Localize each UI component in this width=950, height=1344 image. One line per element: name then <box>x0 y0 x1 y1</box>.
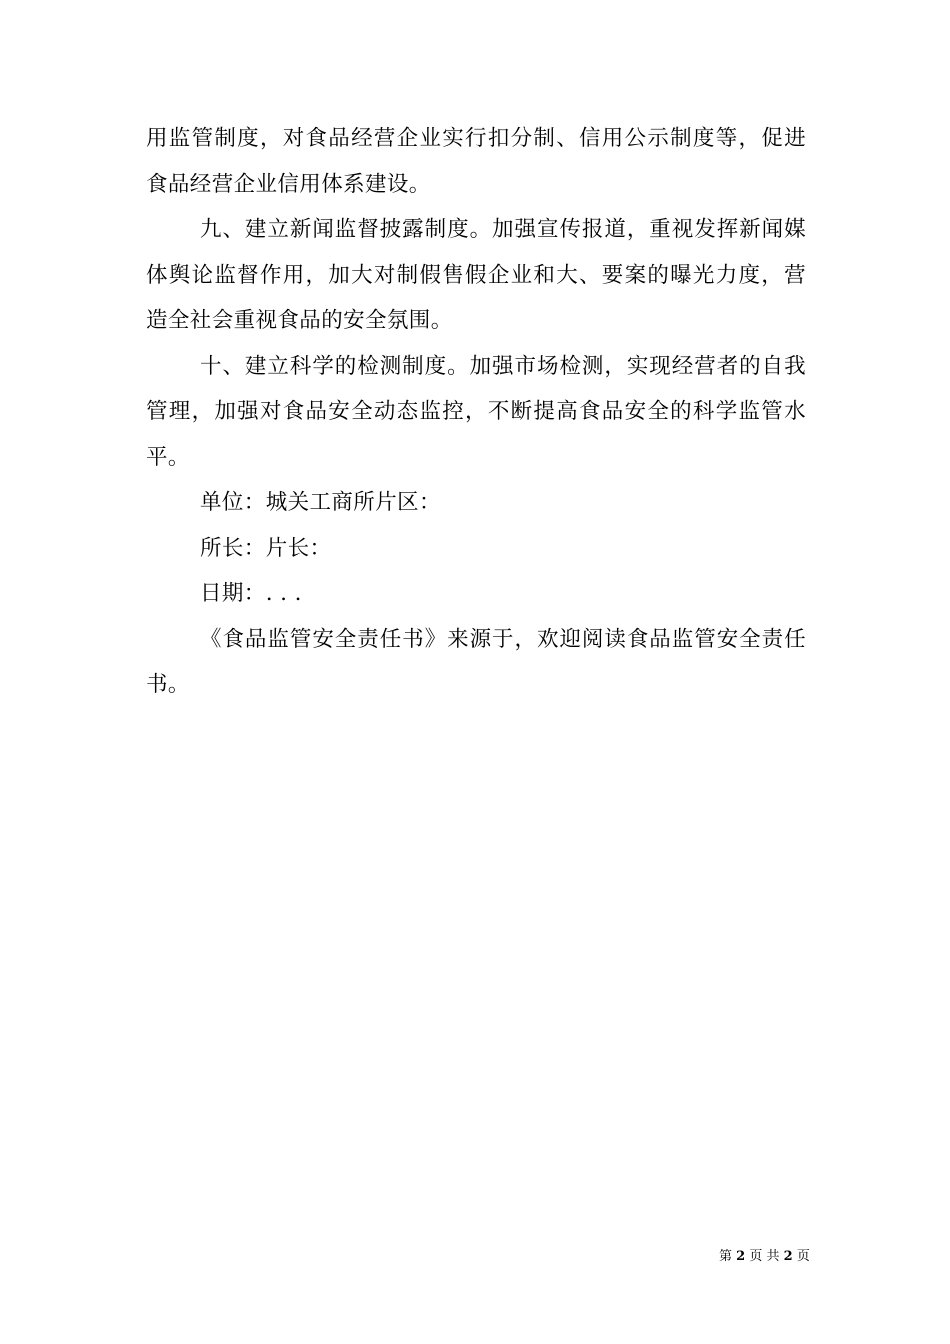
paragraph-line: 平。 <box>146 444 190 470</box>
paragraph-line: 造全社会重视食品的安全氛围。 <box>146 308 453 333</box>
footer-suffix: 页 <box>796 1249 810 1264</box>
document-body <box>146 116 806 708</box>
paragraph-line: 管理，加强对食品安全动态监控，不断提高食品安全的科学监管水 <box>146 399 806 424</box>
paragraph-line: 书。 <box>146 672 190 697</box>
signature-unit-line: 单位：城关工商所片区： <box>200 490 441 515</box>
footer-middle: 页 共 <box>749 1249 780 1264</box>
total-pages-number: 2 <box>783 1249 793 1264</box>
page-number-footer <box>719 1249 810 1265</box>
paragraph-line: 用监管制度，对食品经营企业实行扣分制、信用公示制度等，促进 <box>146 126 806 151</box>
footer-prefix: 第 <box>719 1249 733 1264</box>
paragraph-line: 体舆论监督作用，加大对制假售假企业和大、要案的曝光力度，营 <box>146 262 806 288</box>
signature-director-line: 所长：片长： <box>200 535 332 561</box>
signature-date-line: 日期：. . . <box>200 581 302 606</box>
paragraph-line: 《食品监管安全责任书》来源于，欢迎阅读食品监管安全责任 <box>200 626 806 652</box>
paragraph-line: 十、建立科学的检测制度。加强市场检测，实现经营者的自我 <box>200 353 806 379</box>
current-page-number: 2 <box>736 1249 746 1264</box>
paragraph-line: 食品经营企业信用体系建设。 <box>146 171 431 197</box>
paragraph-line: 九、建立新闻监督披露制度。加强宣传报道，重视发挥新闻媒 <box>200 217 806 242</box>
